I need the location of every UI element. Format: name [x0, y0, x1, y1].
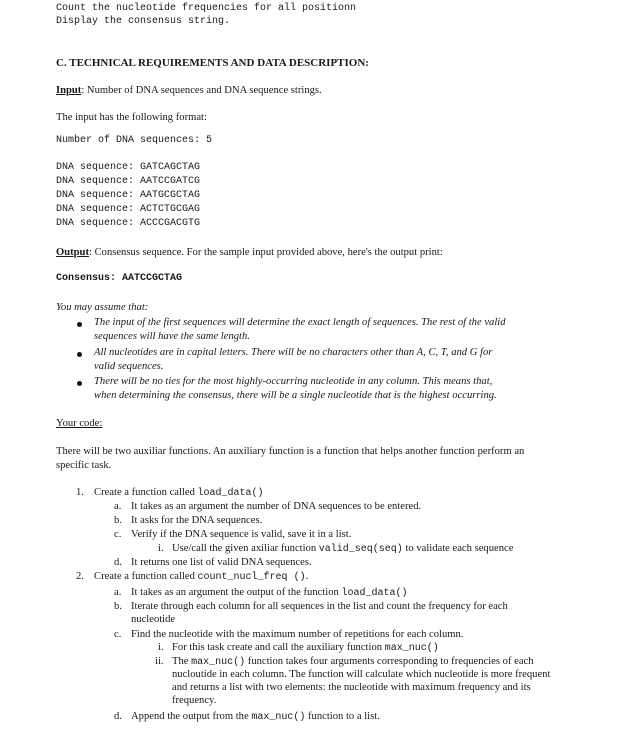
- sub-label: d.: [114, 557, 122, 568]
- bullet-dot: [77, 381, 82, 386]
- sub-label: c.: [114, 629, 122, 640]
- sub-text: It takes as an argument the number of DNA sequences to be entered.: [131, 501, 422, 512]
- sub-sub-text: [172, 642, 439, 654]
- sub-text-line-1: Iterate through each column for all sequences in the list and count the frequency for each: [131, 601, 508, 612]
- inline-code: max_nuc(): [191, 657, 246, 668]
- assume-bullet-3-line-1: There will be no ties for the most highly-occurring nucleotide in any column. This means that,: [94, 376, 493, 387]
- step-text: Create a function called: [94, 487, 198, 498]
- sub-label: a.: [114, 587, 122, 598]
- step-1-text: [94, 487, 264, 499]
- intro-line-1: Count the nucleotide frequencies for all positionn: [56, 3, 357, 14]
- assume-heading: You may assume that:: [56, 302, 149, 313]
- intro-line-2: Display the consensus string.: [56, 16, 231, 27]
- dna-sequence-line: DNA sequence: GATCAGCTAG: [56, 162, 201, 173]
- text-part: For this task create and call the auxiliary function: [172, 642, 385, 653]
- sub-sub-text-line: and returns a list with two elements: the nucleotide with maximum frequency and its: [172, 682, 531, 693]
- sub-text: It asks for the DNA sequences.: [131, 515, 263, 526]
- sub-label: a.: [114, 501, 122, 512]
- your-code-heading: Your code:: [56, 418, 103, 429]
- your-code-para-line-2: specific task.: [56, 460, 112, 471]
- assume-bullet-2-line-1: All nucleotides are in capital letters. There will be no characters other than A, C, T, and G for: [94, 347, 493, 358]
- step-after: .: [305, 571, 309, 582]
- sub-sub-text-line: frequency.: [172, 695, 217, 706]
- sub-text-line-2: nucleotide: [131, 614, 176, 625]
- assume-bullet-1-line-2: sequences will have the same length.: [94, 331, 250, 342]
- dna-sequence-line: DNA sequence: AATGCGCTAG: [56, 190, 201, 201]
- sub-sub-text: [172, 656, 534, 668]
- sub-label: c.: [114, 529, 122, 540]
- step-text: Create a function called: [94, 571, 198, 582]
- section-heading: C. TECHNICAL REQUIREMENTS AND DATA DESCRIPTION:: [56, 57, 369, 69]
- inline-code: load_data(): [341, 588, 408, 599]
- output-line: [56, 247, 443, 258]
- step-number: 1.: [76, 487, 84, 498]
- input-label: Input: [56, 85, 82, 96]
- sub-sub-text-line: nucloutide in each column. The function will calculate which nucleotide is more frequent: [172, 669, 551, 680]
- sub-text: Find the nucleotide with the maximum number of repetitions for each column.: [131, 629, 464, 640]
- text-part: to validate each sequence: [402, 543, 514, 554]
- step-2-text: [94, 571, 308, 583]
- text-part: function to a list.: [305, 711, 380, 722]
- text-part: The: [172, 656, 192, 667]
- text-part: It takes as an argument the output of the function: [131, 587, 342, 598]
- sub-label: b.: [114, 515, 122, 526]
- sub-text: Verify if the DNA sequence is valid, save it in a list.: [131, 529, 352, 540]
- output-text: : Consensus sequence. For the sample input provided above, here's the output print:: [88, 247, 443, 258]
- sub-sub-label: ii.: [155, 656, 164, 667]
- bullet-dot: [77, 352, 82, 357]
- dna-sequence-line: DNA sequence: ACCCGACGTG: [56, 218, 201, 229]
- text-part: Use/call the given axiliar function: [172, 543, 319, 554]
- text-part: function takes four arguments corresponding to frequencies of each: [245, 656, 534, 667]
- sub-sub-label: i.: [158, 642, 164, 653]
- input-line: [56, 85, 322, 96]
- inline-code: max_nuc(): [384, 643, 439, 654]
- input-text: : Number of DNA sequences and DNA sequence strings.: [81, 85, 322, 96]
- step-code: count_nucl_freq (): [197, 572, 306, 583]
- inline-code: valid_seq(seq): [318, 544, 403, 555]
- bullet-dot: [77, 322, 82, 327]
- sub-label: d.: [114, 711, 122, 722]
- text-part: Append the output from the: [131, 711, 252, 722]
- sub-label: b.: [114, 601, 122, 612]
- step-number: 2.: [76, 571, 84, 582]
- input-count-line: Number of DNA sequences: 5: [56, 135, 213, 146]
- dna-sequence-line: DNA sequence: ACTCTGCGAG: [56, 204, 201, 215]
- assume-bullet-3-line-2: when determining the consensus, there will be a single nucleotide that is the highest occurring.: [94, 390, 497, 401]
- sub-text: [131, 587, 407, 599]
- sub-sub-label: i.: [158, 543, 164, 554]
- sub-text: [131, 711, 380, 723]
- output-label: Output: [56, 247, 89, 258]
- step-code: load_data(): [197, 488, 264, 499]
- input-format-line: The input has the following format:: [56, 112, 207, 123]
- sub-text: It returns one list of valid DNA sequences.: [131, 557, 312, 568]
- inline-code: max_nuc(): [251, 712, 306, 723]
- assume-bullet-2-line-2: valid sequences.: [94, 361, 164, 372]
- dna-sequence-line: DNA sequence: AATCCGATCG: [56, 176, 201, 187]
- sub-sub-text: [172, 543, 513, 555]
- consensus-line: Consensus: AATCCGCTAG: [56, 273, 183, 284]
- assume-bullet-1-line-1: The input of the first sequences will determine the exact length of sequences. The rest of the valid: [94, 317, 506, 328]
- your-code-para-line-1: There will be two auxiliar functions. An auxiliary function is a function that helps another function perform an: [56, 446, 525, 457]
